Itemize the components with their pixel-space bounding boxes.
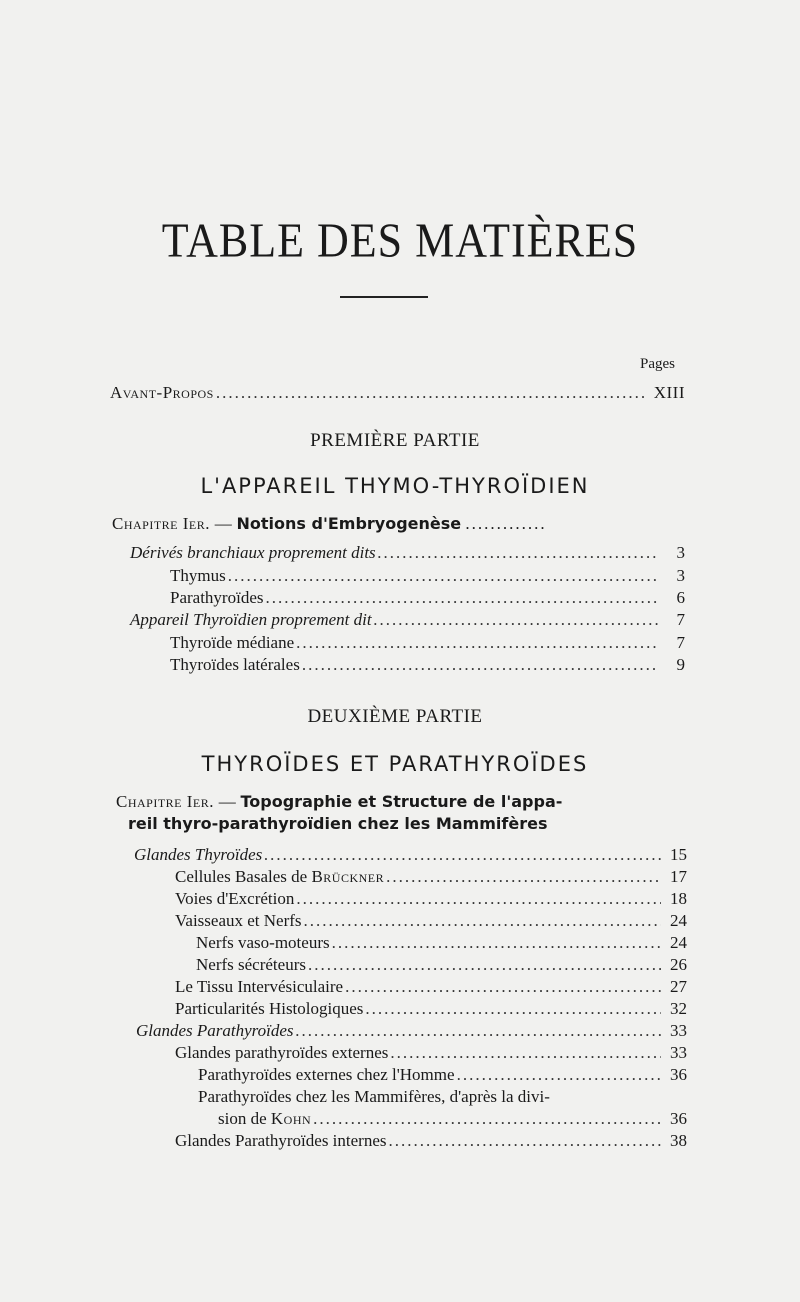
toc-entry xyxy=(170,655,685,675)
leader-dots xyxy=(386,867,661,887)
toc-page: 38 xyxy=(670,1131,687,1150)
toc-label: Parathyroïdes chez les Mammifères, d'après la divi- xyxy=(198,1087,550,1106)
toc-label-text: sion de xyxy=(218,1109,271,1128)
toc-page: 33 xyxy=(670,1043,687,1062)
toc-page: 36 xyxy=(670,1065,687,1084)
leader-dots xyxy=(390,1043,661,1063)
toc-page: 6 xyxy=(676,588,685,607)
toc-page: 24 xyxy=(670,933,687,952)
toc-label: Parathyroïdes externes chez l'Homme xyxy=(198,1065,455,1084)
leader-dots xyxy=(457,1065,661,1085)
toc-entry xyxy=(196,933,687,953)
part-heading: DEUXIÈME PARTIE xyxy=(307,706,483,727)
toc-page: 3 xyxy=(676,566,685,585)
part-heading: PREMIÈRE PARTIE xyxy=(310,430,480,451)
toc-label: Nerfs sécréteurs xyxy=(196,955,306,974)
chapter-heading-continued xyxy=(128,814,547,834)
leader-dots xyxy=(228,566,659,586)
toc-label: Dérivés branchiaux proprement dits xyxy=(130,543,376,562)
chapter-heading xyxy=(116,792,562,812)
chapter-heading xyxy=(112,514,547,534)
toc-page: 15 xyxy=(670,845,687,864)
leader-dots xyxy=(378,543,659,563)
toc-page: 36 xyxy=(670,1109,687,1128)
leader-dots xyxy=(216,383,647,403)
toc-label xyxy=(175,867,384,887)
leader-dots xyxy=(264,845,661,865)
toc-page: 7 xyxy=(676,610,685,629)
leader-dots xyxy=(374,610,659,630)
leader-dots xyxy=(313,1109,661,1129)
toc-label: Thymus xyxy=(170,566,226,585)
leader-dots xyxy=(265,588,659,608)
toc-label: Particularités Histologiques xyxy=(175,999,364,1018)
leader-dots xyxy=(296,1021,661,1041)
toc-entry xyxy=(175,889,687,909)
pages-column-header: Pages xyxy=(640,356,675,372)
leader-dots xyxy=(345,977,661,997)
toc-page: 32 xyxy=(670,999,687,1018)
toc-page: 7 xyxy=(676,633,685,652)
leader-dots xyxy=(296,633,659,653)
toc-entry xyxy=(175,867,687,887)
toc-entry xyxy=(136,1021,687,1041)
toc-label: Glandes Thyroïdes xyxy=(134,845,263,864)
toc-label: Glandes Parathyroïdes xyxy=(136,1021,294,1040)
toc-entry-avant-propos xyxy=(110,383,685,403)
toc-label: Appareil Thyroïdien proprement dit xyxy=(130,610,372,629)
leader-dots xyxy=(302,655,659,675)
title-rule xyxy=(340,296,428,298)
toc-entry xyxy=(175,977,687,997)
toc-label xyxy=(218,1109,311,1129)
toc-entry xyxy=(170,588,685,608)
chapter-prefix: Chapitre Ier. — xyxy=(112,514,233,533)
toc-entry xyxy=(175,911,687,931)
toc-entry xyxy=(175,1131,687,1151)
toc-label: Vaisseaux et Nerfs xyxy=(175,911,302,930)
leader-dots xyxy=(332,933,661,953)
chapter-title: Notions d'Embryogenèse xyxy=(236,514,462,533)
leader-dots xyxy=(296,889,661,909)
toc-entry xyxy=(170,566,685,586)
toc-entry xyxy=(175,999,687,1019)
toc-label: Nerfs vaso-moteurs xyxy=(196,933,330,952)
chapter-title-line2: reil thyro-parathyroïdien chez les Mammifères xyxy=(128,814,548,833)
toc-label: Thyroïdes latérales xyxy=(170,655,300,674)
toc-label: Glandes Parathyroïdes internes xyxy=(175,1131,387,1150)
toc-page: 33 xyxy=(670,1021,687,1040)
toc-page: 9 xyxy=(676,655,685,674)
part-subtitle: L'APPAREIL THYMO-THYROÏDIEN xyxy=(200,474,590,498)
toc-page: 17 xyxy=(670,867,687,886)
chapter-title-line1: Topographie et Structure de l'appa- xyxy=(240,792,563,811)
author-name: Kohn xyxy=(270,1109,312,1128)
leader-dots xyxy=(304,911,661,931)
toc-entry xyxy=(198,1065,687,1085)
leader-dots: ............. xyxy=(465,514,547,533)
toc-page: 26 xyxy=(670,955,687,974)
toc-entry xyxy=(218,1109,687,1129)
author-name: Brückner xyxy=(311,867,385,886)
toc-page: 24 xyxy=(670,911,687,930)
toc-label: Le Tissu Intervésiculaire xyxy=(175,977,344,996)
toc-page: 18 xyxy=(670,889,687,908)
leader-dots xyxy=(389,1131,662,1151)
leader-dots xyxy=(365,999,661,1019)
toc-page: 3 xyxy=(676,543,685,562)
toc-label: Avant-Propos xyxy=(110,383,214,402)
chapter-prefix: Chapitre Ier. — xyxy=(116,792,237,811)
leader-dots xyxy=(308,955,661,975)
toc-page: 27 xyxy=(670,977,687,996)
toc-label: Thyroïde médiane xyxy=(170,633,295,652)
toc-entry xyxy=(130,610,685,630)
toc-label: Voies d'Excrétion xyxy=(175,889,295,908)
part-subtitle: THYROÏDES ET PARATHYROÏDES xyxy=(201,752,589,776)
toc-entry-wrapped xyxy=(198,1087,550,1107)
page-title: TABLE DES MATIÈRES xyxy=(161,213,639,268)
toc-entry xyxy=(134,845,687,865)
toc-entry xyxy=(170,633,685,653)
toc-entry xyxy=(175,1043,687,1063)
toc-label: Parathyroïdes xyxy=(170,588,264,607)
toc-entry xyxy=(130,543,685,563)
toc-label-text: Cellules Basales de xyxy=(175,867,312,886)
toc-label: Glandes parathyroïdes externes xyxy=(175,1043,389,1062)
toc-page: XIII xyxy=(653,383,685,402)
toc-entry xyxy=(196,955,687,975)
